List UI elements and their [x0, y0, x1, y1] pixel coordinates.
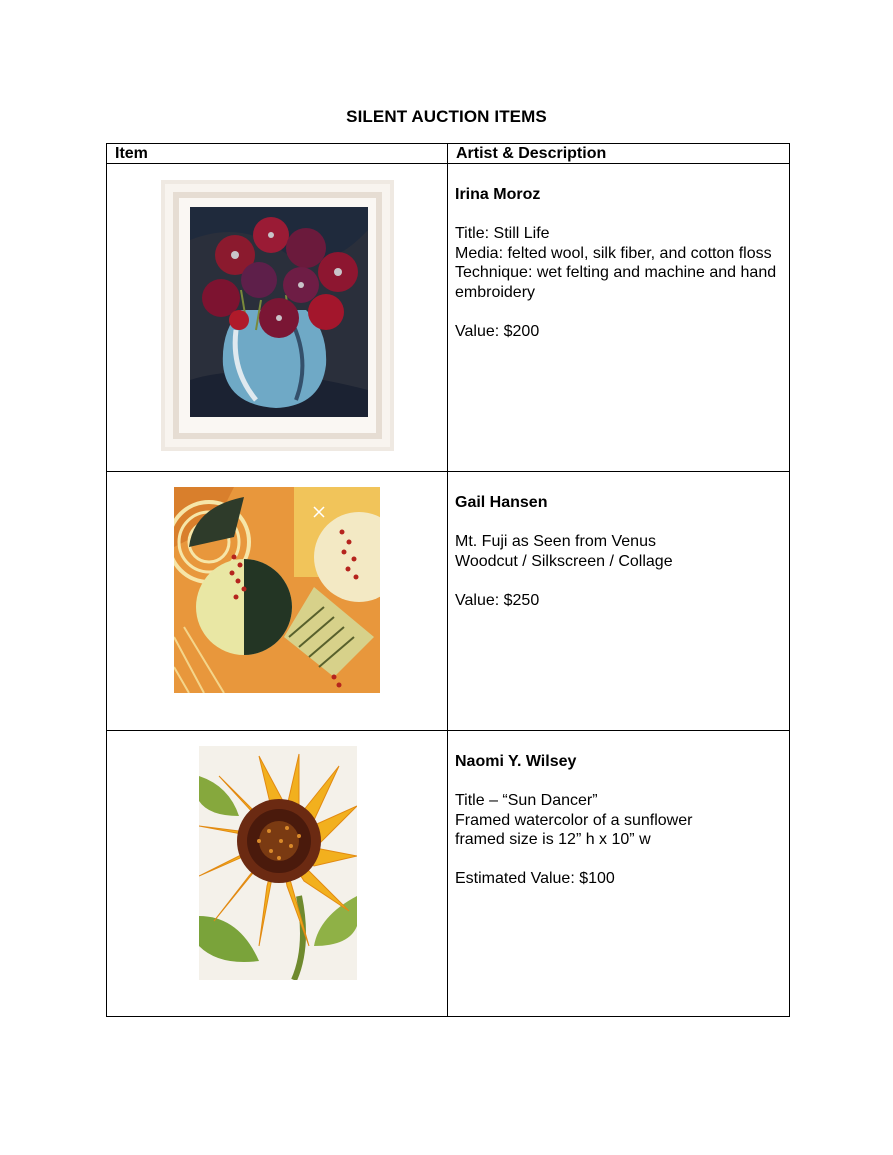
- item-value: Estimated Value: $100: [455, 870, 615, 887]
- item-description-cell: [448, 472, 790, 731]
- still-life-artwork-image: [161, 180, 394, 451]
- column-header-artist-description: Artist & Description: [448, 144, 790, 164]
- item-image-cell: [107, 731, 448, 1017]
- artist-name: Naomi Y. Wilsey: [455, 753, 577, 770]
- description-line: Title: Still Life: [455, 225, 550, 242]
- description-line: Framed watercolor of a sunflower: [455, 811, 693, 829]
- description-line: framed size is 12” h x 10” w: [455, 831, 651, 848]
- description-line: Mt. Fuji as Seen from Venus: [455, 533, 656, 550]
- description-line: Technique: wet felting and machine and hand embroidery: [455, 264, 777, 301]
- artist-name: Irina Moroz: [455, 186, 541, 203]
- item-value: Value: $250: [455, 591, 540, 609]
- table-header-row: [107, 144, 790, 164]
- column-header-item: Item: [107, 144, 448, 164]
- table-row: [107, 164, 790, 472]
- artist-name: Gail Hansen: [455, 494, 548, 511]
- table-row: [107, 472, 790, 731]
- description-line: Media: felted wool, silk fiber, and cotton floss: [455, 244, 772, 262]
- item-image-cell: [107, 164, 448, 472]
- woodcut-collage-artwork-image: [174, 487, 380, 693]
- page-title: SILENT AUCTION ITEMS: [346, 107, 547, 126]
- table-row: [107, 731, 790, 1017]
- sunflower-artwork-image: [199, 746, 357, 980]
- description-line: Title – “Sun Dancer”: [455, 792, 598, 809]
- item-image-cell: [107, 472, 448, 731]
- auction-table: [106, 143, 790, 1017]
- item-description-cell: [448, 731, 790, 1017]
- description-line: Woodcut / Silkscreen / Collage: [455, 552, 673, 570]
- item-value: Value: $200: [455, 322, 540, 340]
- item-description-cell: [448, 164, 790, 472]
